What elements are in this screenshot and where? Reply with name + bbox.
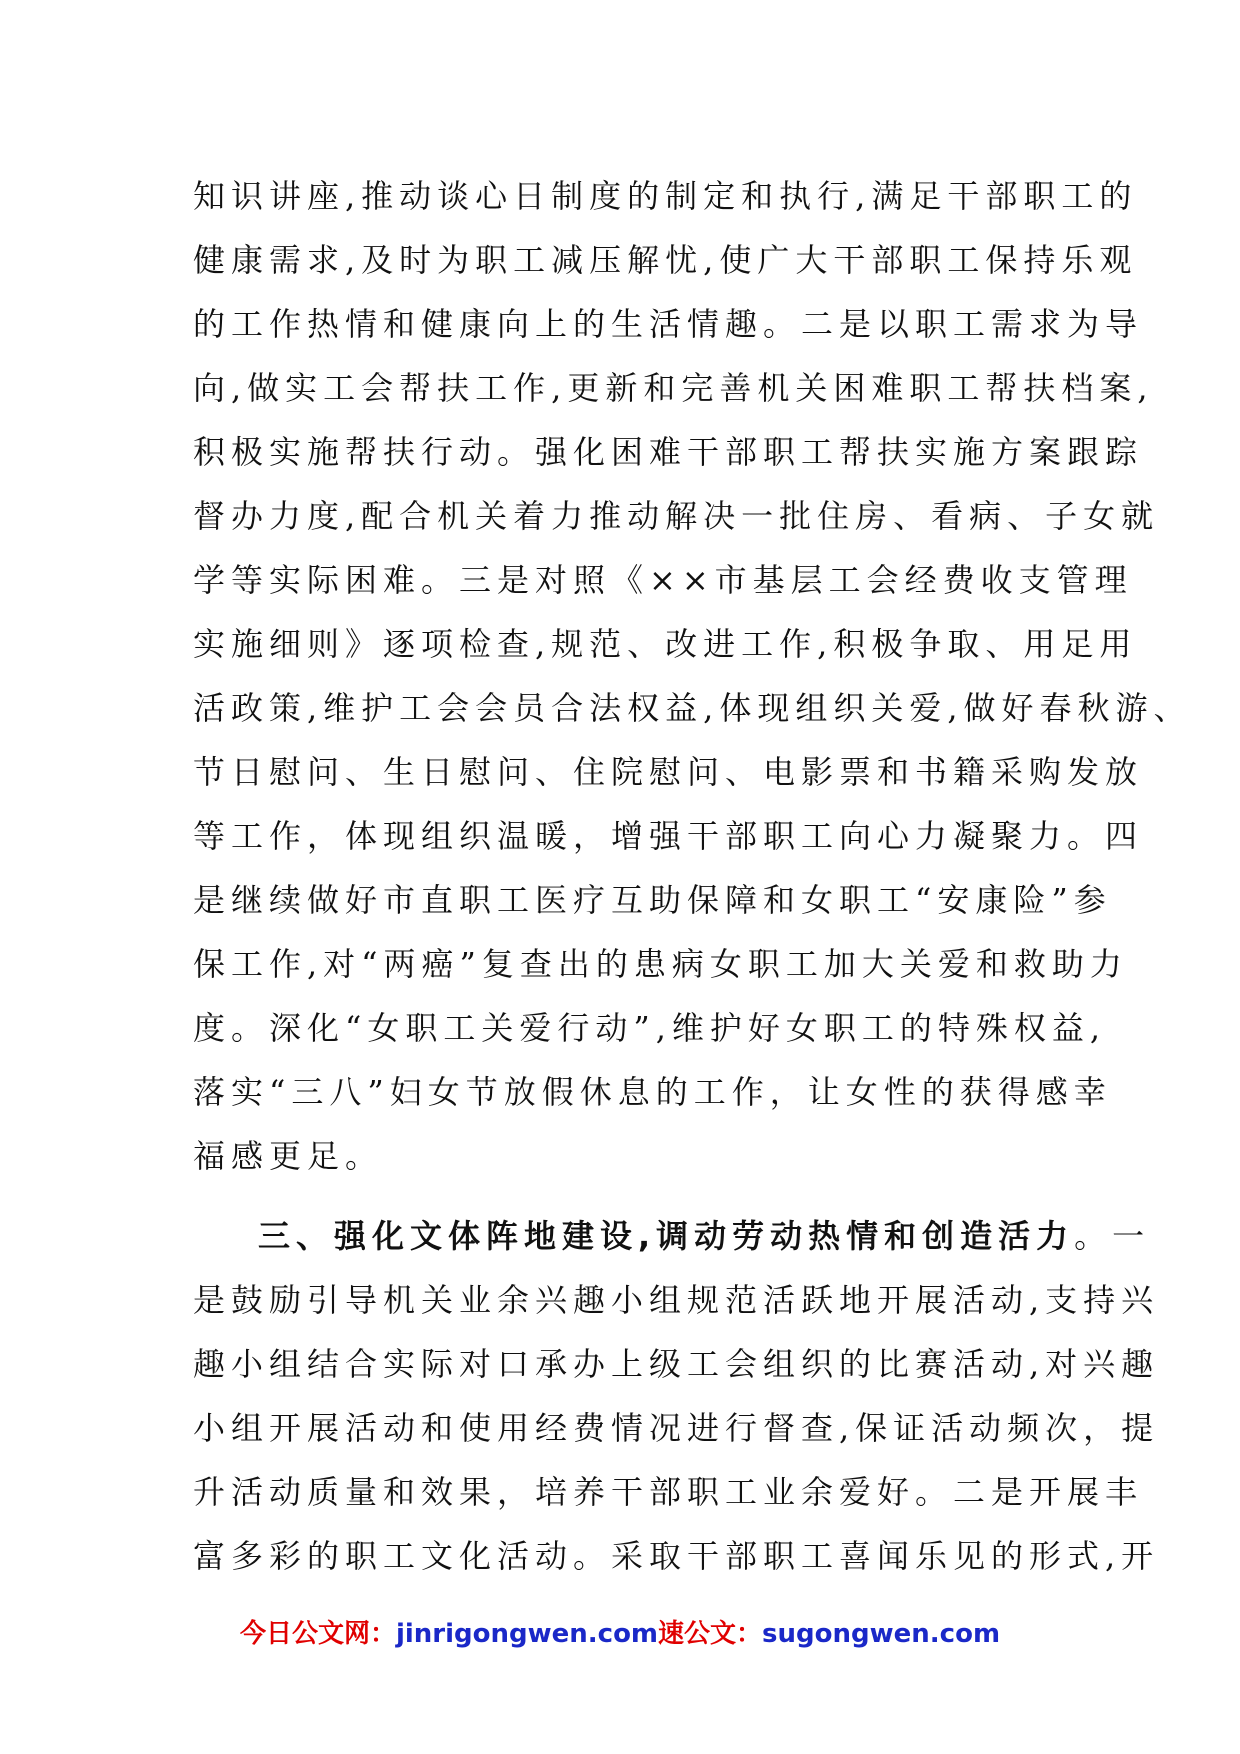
footer-site2-url[interactable]: sugongwen.com bbox=[762, 1619, 1001, 1649]
footer-site1-label: 今日公文网： bbox=[239, 1619, 396, 1649]
body-line-13: 保工作,对“两癌”复查出的患病女职工加大关爱和救助力 bbox=[193, 945, 1128, 983]
body-line-4: 向,做实工会帮扶工作,更新和完善机关困难职工帮扶档案, bbox=[193, 369, 1154, 407]
section-3-line-4: 升活动质量和效果，培养干部职工业余爱好。二是开展丰 bbox=[193, 1473, 1144, 1511]
body-line-2: 健康需求,及时为职工减压解忧,使广大干部职工保持乐观 bbox=[193, 241, 1138, 279]
body-line-3: 的工作热情和健康向上的生活情趣。二是以职工需求为导 bbox=[193, 305, 1144, 343]
section-3-line-2: 趣小组结合实际对口承办上级工会组织的比赛活动,对兴趣 bbox=[193, 1345, 1160, 1383]
body-line-8: 实施细则》逐项检查,规范、改进工作,积极争取、用足用 bbox=[193, 625, 1138, 663]
body-line-5: 积极实施帮扶行动。强化困难干部职工帮扶实施方案跟踪 bbox=[193, 433, 1144, 471]
section-3-line-1: 是鼓励引导机关业余兴趣小组规范活跃地开展活动,支持兴 bbox=[193, 1281, 1160, 1319]
section-3-first-line bbox=[258, 1204, 1151, 1268]
section-3-line-5: 富多彩的职工文化活动。采取干部职工喜闻乐见的形式,开 bbox=[193, 1537, 1160, 1575]
body-line-9: 活政策,维护工会会员合法权益,体现组织关爱,做好春秋游、 bbox=[193, 689, 1192, 727]
footer-site1-url[interactable]: jinrigongwen.com bbox=[395, 1619, 659, 1649]
body-line-6: 督办力度,配合机关着力推动解决一批住房、看病、子女就 bbox=[193, 497, 1160, 535]
body-line-1: 知识讲座,推动谈心日制度的制定和执行,满足干部职工的 bbox=[193, 177, 1138, 215]
body-line-16: 福感更足。 bbox=[193, 1137, 384, 1175]
body-line-14: 度。深化“女职工关爱行动”,维护好女职工的特殊权益, bbox=[193, 1009, 1107, 1047]
footer-watermark bbox=[0, 1612, 1240, 1656]
section-3-heading: 三、强化文体阵地建设,调动劳动热情和创造活力 bbox=[258, 1217, 1075, 1255]
body-line-15: 落实“三八”妇女节放假休息的工作，让女性的获得感幸 bbox=[193, 1073, 1112, 1111]
body-line-7: 学等实际困难。三是对照《××市基层工会经费收支管理 bbox=[193, 561, 1133, 599]
body-line-11: 等工作，体现组织温暖，增强干部职工向心力凝聚力。四 bbox=[193, 817, 1144, 855]
section-3-line-3: 小组开展活动和使用经费情况进行督查,保证活动频次，提 bbox=[193, 1409, 1160, 1447]
body-line-10: 节日慰问、生日慰问、住院慰问、电影票和书籍采购发放 bbox=[193, 753, 1144, 791]
section-3-heading-tail: 。一 bbox=[1074, 1217, 1151, 1255]
body-line-12: 是继续做好市直职工医疗互助保障和女职工“安康险”参 bbox=[193, 881, 1112, 919]
footer-site2-label: 速公文： bbox=[658, 1619, 763, 1649]
